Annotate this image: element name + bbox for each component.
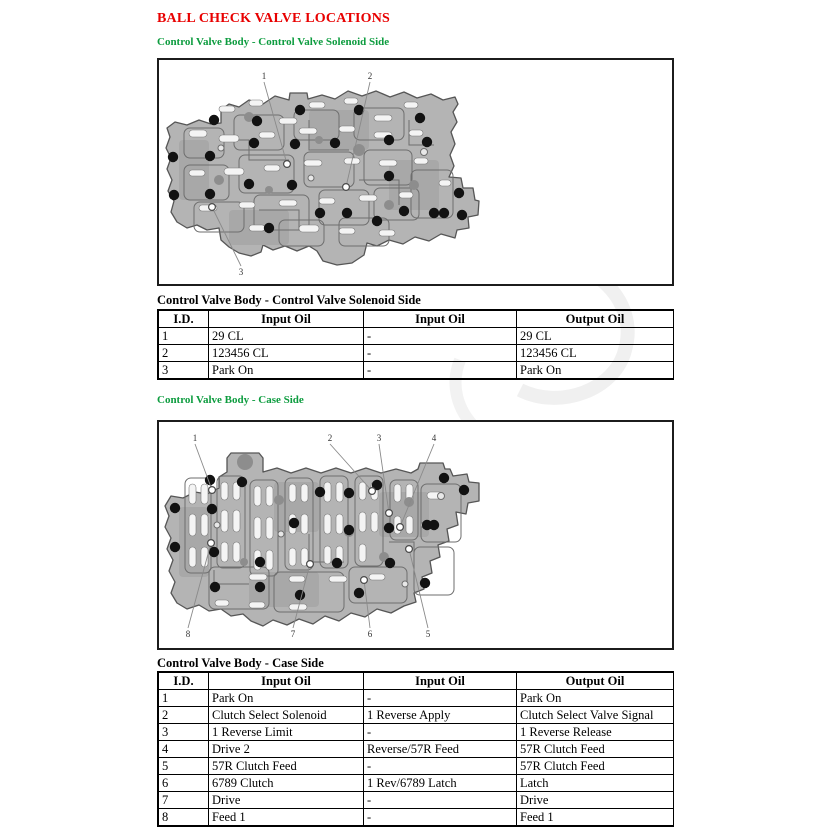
table-cell: 3 bbox=[159, 362, 209, 379]
table2-caption: Control Valve Body - Case Side bbox=[157, 656, 324, 670]
table-cell: 57R Clutch Feed bbox=[517, 758, 674, 775]
column-header: I.D. bbox=[159, 673, 209, 690]
page-title: BALL CHECK VALVE LOCATIONS bbox=[157, 11, 391, 26]
table-cell: Feed 1 bbox=[517, 809, 674, 826]
table-cell: Feed 1 bbox=[209, 809, 364, 826]
callout-label: 6 bbox=[367, 629, 373, 639]
table-row bbox=[159, 724, 674, 741]
document-content bbox=[157, 0, 674, 827]
table-cell: 1 bbox=[159, 690, 209, 707]
callout-label: 8 bbox=[185, 629, 191, 639]
callout-label: 2 bbox=[367, 71, 373, 81]
table-cell: 1 bbox=[159, 328, 209, 345]
table-cell: 1 Reverse Apply bbox=[364, 707, 517, 724]
table-case-side-wrap bbox=[157, 671, 674, 827]
table-cell: - bbox=[364, 690, 517, 707]
figure1-subheading: Control Valve Body - Control Valve Solenoid Side bbox=[157, 36, 390, 48]
figure2-subheading: Control Valve Body - Case Side bbox=[157, 394, 304, 406]
table-cell: - bbox=[364, 362, 517, 379]
table-cell: - bbox=[364, 724, 517, 741]
column-header: Output Oil bbox=[517, 673, 674, 690]
table-cell: - bbox=[364, 792, 517, 809]
table-row bbox=[159, 775, 674, 792]
column-header: Input Oil bbox=[209, 673, 364, 690]
table-cell: 57R Clutch Feed bbox=[209, 758, 364, 775]
table-cell: 1 Reverse Release bbox=[517, 724, 674, 741]
callout-label: 7 bbox=[290, 629, 296, 639]
table-cell: Park On bbox=[209, 362, 364, 379]
table-cell: 29 CL bbox=[517, 328, 674, 345]
header-row bbox=[159, 673, 674, 690]
table-cell: 4 bbox=[159, 741, 209, 758]
column-header: I.D. bbox=[159, 311, 209, 328]
table-cell: Clutch Select Solenoid bbox=[209, 707, 364, 724]
table-cell: - bbox=[364, 809, 517, 826]
table-cell: 1 Rev/6789 Latch bbox=[364, 775, 517, 792]
valve-body-diagram-case-side bbox=[159, 422, 672, 648]
table-row bbox=[159, 741, 674, 758]
table-solenoid-side bbox=[158, 310, 674, 379]
table-row bbox=[159, 707, 674, 724]
table-cell: 6 bbox=[159, 775, 209, 792]
table-cell: Latch bbox=[517, 775, 674, 792]
table-row bbox=[159, 345, 674, 362]
table-cell: 123456 CL bbox=[517, 345, 674, 362]
table-cell: 57R Clutch Feed bbox=[517, 741, 674, 758]
table-row bbox=[159, 362, 674, 379]
table1-caption: Control Valve Body - Control Valve Solenoid Side bbox=[157, 293, 421, 307]
table-cell: - bbox=[364, 328, 517, 345]
table-cell: Drive bbox=[517, 792, 674, 809]
table-cell: 5 bbox=[159, 758, 209, 775]
column-header: Input Oil bbox=[364, 673, 517, 690]
callout-label: 3 bbox=[238, 267, 244, 277]
table-cell: Drive 2 bbox=[209, 741, 364, 758]
table-cell: Park On bbox=[517, 690, 674, 707]
table-row bbox=[159, 328, 674, 345]
table-cell: 2 bbox=[159, 345, 209, 362]
callout-label: 1 bbox=[261, 71, 267, 81]
table-cell: Drive bbox=[209, 792, 364, 809]
table-cell: 8 bbox=[159, 809, 209, 826]
callout-label: 4 bbox=[431, 433, 437, 443]
table-cell: 1 Reverse Limit bbox=[209, 724, 364, 741]
table-cell: 6789 Clutch bbox=[209, 775, 364, 792]
table-row bbox=[159, 809, 674, 826]
callout-label: 5 bbox=[425, 629, 431, 639]
table-cell: - bbox=[364, 758, 517, 775]
figure-solenoid-side bbox=[157, 58, 674, 286]
table-cell: Park On bbox=[517, 362, 674, 379]
table-cell: 2 bbox=[159, 707, 209, 724]
table-cell: Park On bbox=[209, 690, 364, 707]
table-cell: Clutch Select Valve Signal bbox=[517, 707, 674, 724]
column-header: Input Oil bbox=[364, 311, 517, 328]
table-row bbox=[159, 690, 674, 707]
column-header: Output Oil bbox=[517, 311, 674, 328]
figure-case-side bbox=[157, 420, 674, 650]
callout-label: 2 bbox=[327, 433, 333, 443]
table-row bbox=[159, 758, 674, 775]
valve-body-diagram-solenoid-side bbox=[159, 60, 672, 284]
table-case-side bbox=[158, 672, 674, 826]
table-cell: Reverse/57R Feed bbox=[364, 741, 517, 758]
table-cell: 123456 CL bbox=[209, 345, 364, 362]
callout-label: 3 bbox=[376, 433, 382, 443]
column-header: Input Oil bbox=[209, 311, 364, 328]
table-cell: 7 bbox=[159, 792, 209, 809]
table-cell: - bbox=[364, 345, 517, 362]
header-row bbox=[159, 311, 674, 328]
table-solenoid-side-wrap bbox=[157, 309, 674, 380]
table-cell: 3 bbox=[159, 724, 209, 741]
callout-label: 1 bbox=[192, 433, 198, 443]
table-cell: 29 CL bbox=[209, 328, 364, 345]
table-row bbox=[159, 792, 674, 809]
